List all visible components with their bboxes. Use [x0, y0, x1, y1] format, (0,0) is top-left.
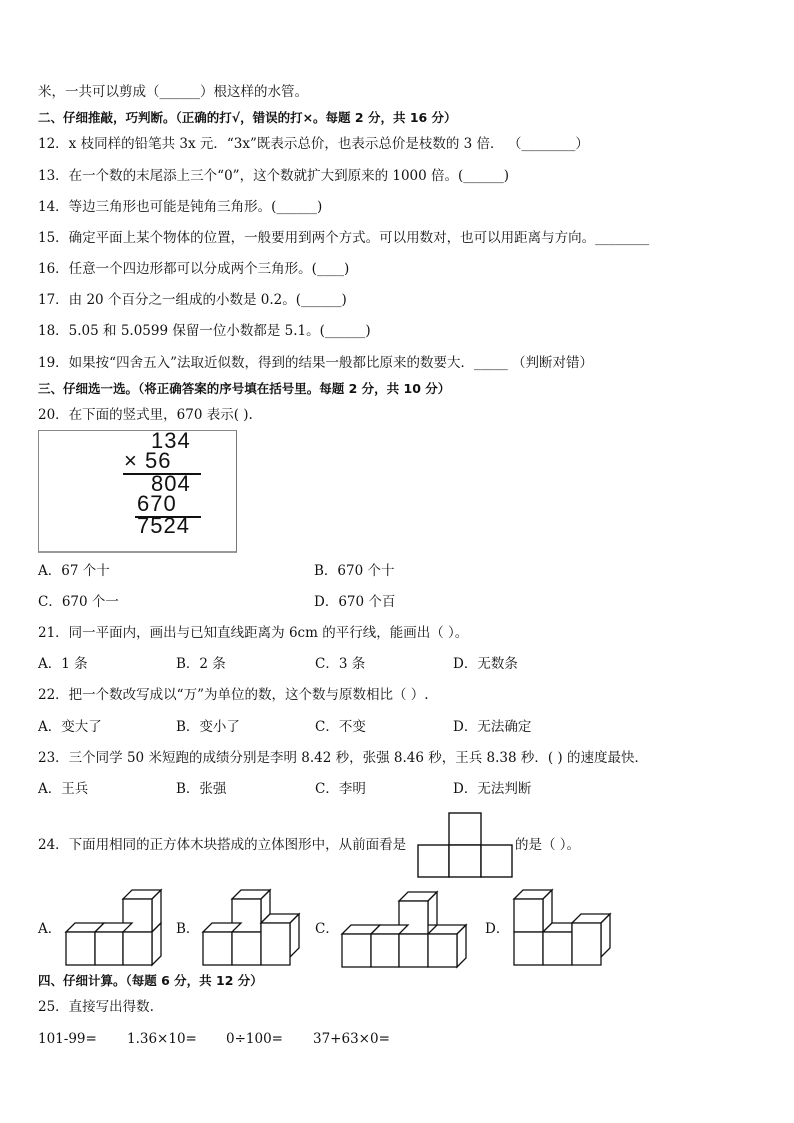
partial-product-2: 670	[137, 491, 177, 516]
q21-option-a: A．1 条	[38, 656, 88, 672]
question-17: 17．由 20 个百分之一组成的小数是 0.2。(______)	[38, 292, 347, 308]
q24-option-d-label: D．	[485, 921, 510, 937]
q21-option-c: C．3 条	[315, 656, 366, 672]
question-25: 25．直接写出得数.	[38, 999, 154, 1015]
q22-option-a: A．变大了	[38, 719, 102, 735]
section-heading-judge: 二、仔细推敲，巧判断。（正确的打√，错误的打×。每题 2 分，共 16 分）	[38, 110, 457, 125]
final-product: 7524	[137, 513, 190, 538]
question-21: 21．同一平面内，画出与已知直线距离为 6cm 的平行线，能画出（ ）。	[38, 625, 469, 641]
q22-option-d: D．无法确定	[453, 719, 532, 735]
question-14: 14．等边三角形也可能是钝角三角形。(______)	[38, 199, 323, 215]
question-19: 19．如果按“四舍五入”法取近似数，得到的结果一般都比原来的数要大．_____ （判断对错）	[38, 355, 594, 371]
section-heading-calc: 四、仔细计算。（每题 6 分，共 12 分）	[38, 973, 263, 988]
calc-item-2: 1.36×10=	[127, 1031, 197, 1047]
q24-option-c-figure	[342, 892, 468, 968]
calc-item-4: 37+63×0=	[313, 1031, 390, 1047]
question-24-text-end: 的是（ ）。	[515, 837, 581, 853]
question-16: 16．任意一个四边形都可以分成两个三角形。(____)	[38, 261, 350, 277]
q23-option-d: D．无法判断	[453, 781, 532, 797]
q20-option-b: B．670 个十	[314, 563, 395, 579]
multiplier: × 56	[124, 448, 172, 473]
question-13: 13．在一个数的末尾添上三个“0”，这个数就扩大到原来的 1000 倍。(______)	[38, 168, 510, 184]
q24-option-b-label: B．	[176, 921, 200, 937]
question-18: 18．5.05 和 5.0599 保留一位小数都是 5.1。(______)	[38, 323, 371, 339]
calc-item-1: 101-99=	[38, 1031, 97, 1047]
q22-option-c: C．不变	[315, 719, 366, 735]
q23-option-b: B．张强	[176, 781, 227, 797]
q24-option-a-figure	[66, 890, 170, 966]
q23-option-a: A．王兵	[38, 781, 89, 797]
q21-option-b: B．2 条	[176, 656, 226, 672]
q20-option-a: A．67 个十	[38, 563, 110, 579]
q21-option-d: D．无数条	[453, 656, 518, 672]
question-22: 22．把一个数改写成以“万”为单位的数，这个数与原数相比（ ）.	[38, 687, 429, 703]
q20-option-c: C．670 个一	[38, 594, 119, 610]
q24-option-b-figure	[203, 890, 307, 966]
q22-option-b: B．变小了	[176, 719, 240, 735]
question-24-text-start: 24．下面用相同的正方体木块搭成的立体图形中，从前面看是	[38, 837, 407, 853]
q20-option-d: D．670 个百	[314, 594, 396, 610]
q24-option-d-figure	[514, 890, 618, 966]
calc-item-3: 0÷100=	[226, 1031, 283, 1047]
question-15: 15．确定平面上某个物体的位置，一般要用到两个方式。可以用数对，也可以用距离与方向。________	[38, 230, 650, 246]
multiplication-figure	[38, 430, 237, 553]
partial-product-1: 804	[151, 471, 191, 496]
continued-question-text: 米，一共可以剪成（______）根这样的水管。	[38, 84, 308, 100]
q24-option-a-label: A．	[38, 921, 62, 937]
q24-option-c-label: C．	[315, 921, 339, 937]
multiplicand: 134	[151, 428, 191, 453]
section-heading-choose: 三、仔细选一选。（将正确答案的序号填在括号里。每题 2 分，共 10 分）	[38, 381, 451, 396]
question-12: 12．x 枝同样的铅笔共 3x 元．“3x”既表示总价，也表示总价是枝数的 3 倍． （________）	[38, 136, 589, 152]
front-view-figure	[417, 812, 513, 878]
q23-option-c: C．李明	[315, 781, 366, 797]
question-23: 23．三个同学 50 米短跑的成绩分别是李明 8.42 秒，张强 8.46 秒，王兵 8.38 秒．( ) 的速度最快．	[38, 750, 648, 766]
question-20: 20．在下面的竖式里，670 表示( ).	[38, 407, 253, 423]
